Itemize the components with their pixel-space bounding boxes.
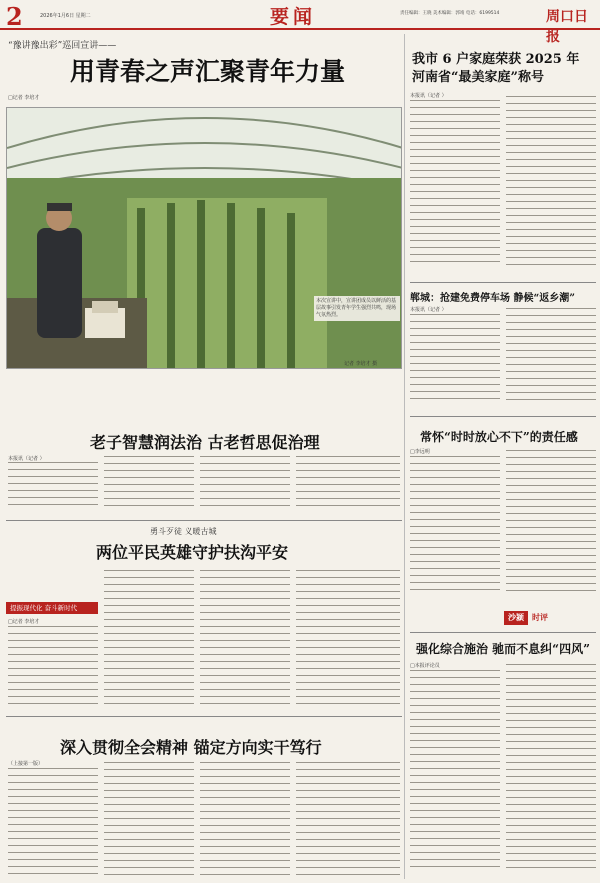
parking-col-1 (410, 314, 500, 410)
commentary-tag-right: 时评 (532, 613, 548, 622)
commentary-tag (504, 611, 596, 625)
section-title: 要闻 (270, 6, 317, 28)
divider (410, 416, 596, 417)
plenary-col-3 (200, 762, 290, 878)
plenary-col-4 (296, 762, 400, 878)
plenary-col-1 (8, 768, 98, 878)
newspaper-logo: 周口日报 (546, 9, 588, 45)
parking-headline: 郸城：抢建免费停车场 静候“返乡潮” (410, 293, 575, 304)
main-kicker: “豫讲豫出彩”巡回宣讲—— (8, 41, 117, 51)
family-byline: 本报讯（记者 ） (410, 93, 447, 99)
main-headline: 用青春之声汇聚青年力量 (70, 57, 346, 86)
youth-col-2 (104, 570, 194, 710)
editor-line: 责任编辑：王晓 美术编辑：郭靖 电话：6199514 (400, 11, 500, 16)
family-col-1 (410, 100, 500, 272)
laozi-col-2 (104, 456, 194, 510)
family-headline-1: 我市 6 户家庭荣获 2025 年 (412, 52, 580, 67)
commentary-tag-left: 沙颍 (504, 611, 528, 625)
greenhouse-photo (7, 108, 402, 369)
column-byline: □李远明 (410, 449, 430, 455)
column-divider (404, 34, 405, 879)
photo-caption: 本次宣讲中，宣讲团成员以鲜活的基层故事引发青年学生强烈共鸣，现场气氛热烈。 (314, 296, 400, 321)
parking-col-2 (506, 308, 596, 410)
column-col-1 (410, 456, 500, 596)
main-photo (6, 107, 402, 369)
plenary-byline: （上接第一版） (8, 761, 44, 767)
family-headline-2: 河南省“最美家庭”称号 (412, 70, 544, 85)
youth-col-4 (296, 570, 400, 710)
governance-col-2 (506, 664, 596, 878)
divider (410, 632, 596, 633)
page-number: 2 (6, 2, 23, 31)
main-body-col-1 (8, 102, 98, 106)
laozi-col-1 (8, 462, 98, 510)
column-headline: 常怀“时时放心不下”的责任感 (420, 430, 578, 444)
plenary-col-2 (104, 762, 194, 878)
masthead (0, 0, 600, 45)
youth-col-3 (200, 570, 290, 710)
laozi-col-4 (296, 456, 400, 510)
youth-headline: 两位平民英雄守护扶沟平安 (96, 543, 289, 562)
family-col-2 (506, 96, 596, 272)
youth-col-1 (8, 626, 98, 710)
youth-tag: 提振现代化 奋斗新时代 (6, 602, 98, 614)
laozi-col-3 (200, 456, 290, 510)
issue-date: 2026年1月6日 星期二 (40, 13, 91, 19)
column-col-2 (506, 450, 596, 600)
divider (6, 520, 402, 521)
governance-headline: 强化综合施治 驰而不息纠“四风” (416, 642, 590, 656)
divider (6, 716, 402, 717)
parking-byline: 本报讯（记者 ） (410, 307, 447, 313)
governance-byline: □本报评论员 (410, 663, 440, 669)
governance-col-1 (410, 670, 500, 878)
youth-byline: □记者 李培才 (8, 619, 40, 625)
plenary-headline: 深入贯彻全会精神 锚定方向实干笃行 (60, 738, 322, 757)
laozi-byline: 本报讯（记者 ） (8, 456, 45, 462)
divider (410, 282, 596, 283)
laozi-headline: 老子智慧润法治 古老哲思促治理 (90, 433, 320, 452)
youth-kicker: 勇斗歹徒 义暖古城 (150, 527, 217, 536)
photo-credit: 记者 李培才 摄 (344, 361, 378, 367)
main-byline: □记者 李培才 (8, 95, 40, 101)
